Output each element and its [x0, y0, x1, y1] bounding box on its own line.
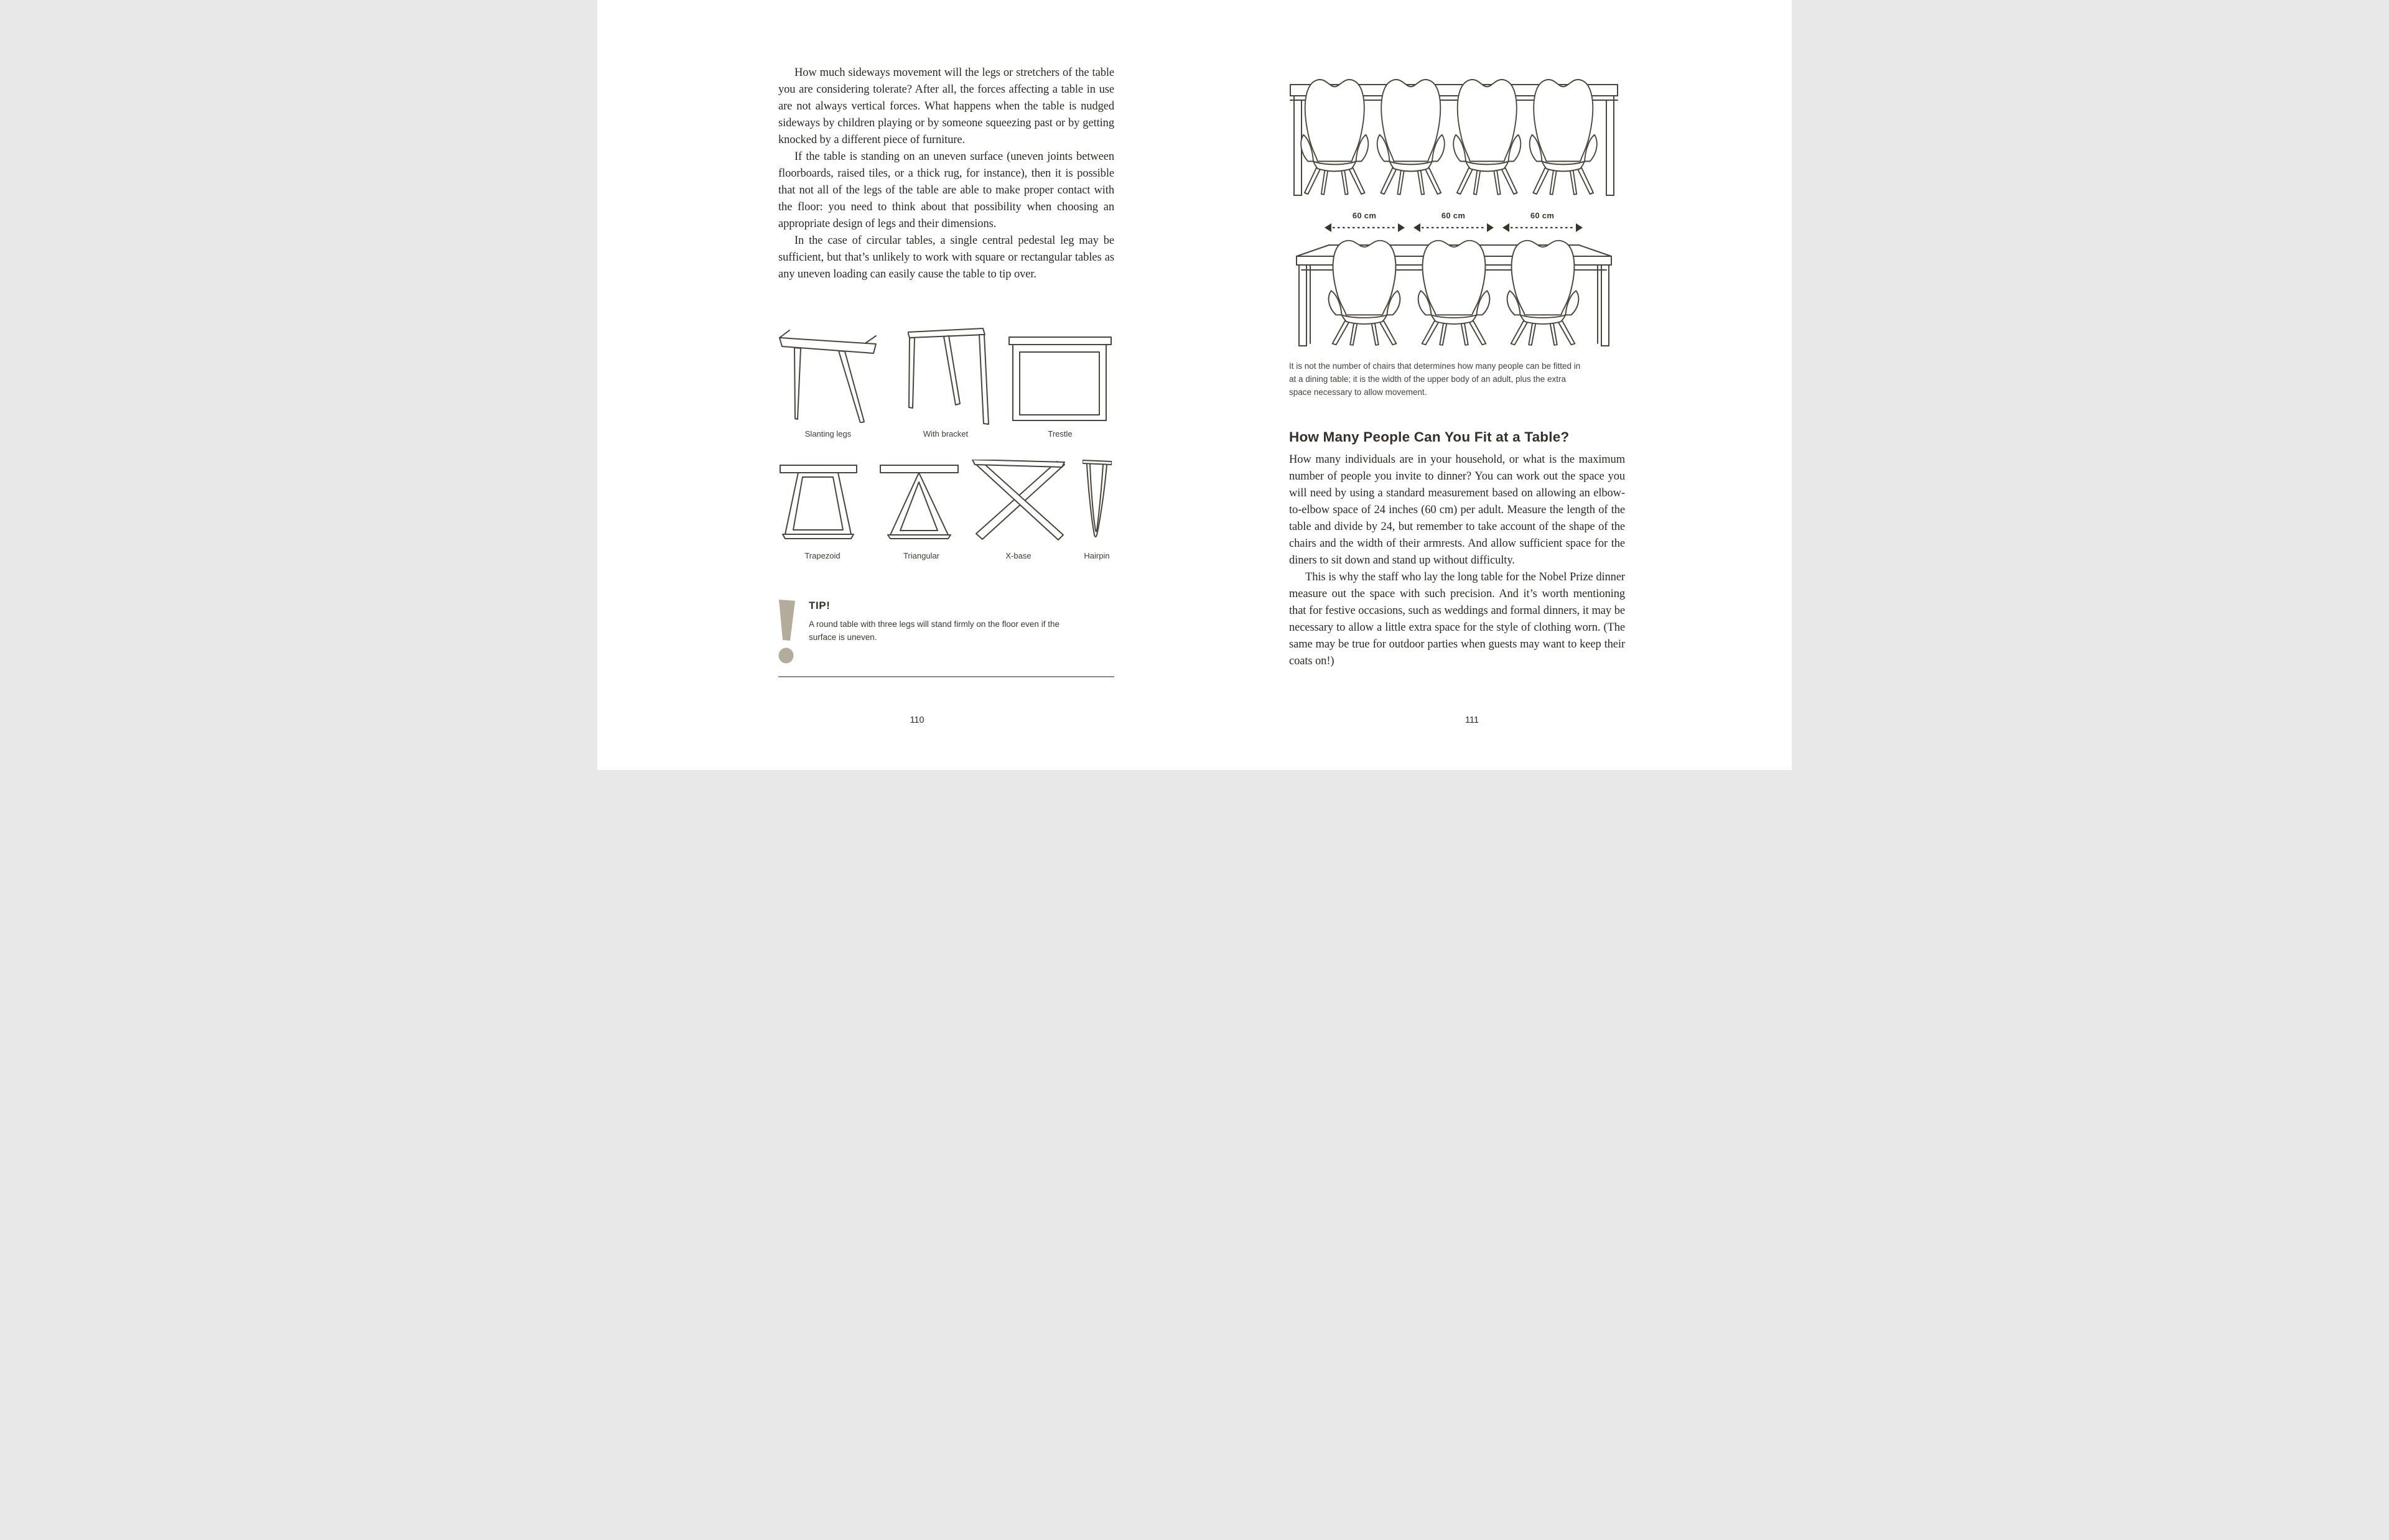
leg-type-label: Slanting legs: [804, 429, 852, 438]
tip-text: A round table with three legs will stand firmly on the floor even if the surface is uneven.: [809, 619, 1059, 642]
measurement-label: 60 cm: [1530, 211, 1555, 220]
body-paragraph: If the table is standing on an uneven surface (uneven joints between floorboards, raised tiles, or a thick rug, for instance), then it is possible that not all of the legs of the table are able to make proper contact with the floor: you need to think about that possibility when choosing an appropriate design of legs and their dimensions.: [778, 151, 1114, 230]
page-number-right: 111: [1465, 715, 1479, 725]
leg-type-label: Hairpin: [1084, 551, 1110, 560]
leg-type-label: Triangular: [903, 551, 940, 560]
dimension-arrows: [1325, 211, 1583, 232]
chair-line-drawing: [1453, 80, 1520, 195]
packed-chairs-figure: [1289, 71, 1619, 200]
chair-line-drawing: [1507, 241, 1579, 345]
right-text-column: [1289, 452, 1625, 670]
section-heading: How Many People Can You Fit at a Table?: [1289, 429, 1570, 445]
tip-title: TIP!: [809, 600, 831, 611]
body-paragraph: This is why the staff who lay the long table for the Nobel Prize dinner measure out the space with such precision. And it’s worth mentioning that for festive occasions, such as weddings and formal dinners, it may be necessary to allow a little extra space for the style of clothing worn. (The same may be true for outdoor parties when guests may want to keep their coats on!): [1289, 571, 1625, 667]
exclamation-icon: [778, 600, 795, 664]
chair-line-drawing: [1329, 241, 1400, 345]
triangular-diagram: [880, 465, 959, 540]
book-spread: [597, 0, 1792, 770]
figure-caption: It is not the number of chairs that determines how many people can be fitted in at a dining table; it is the width of the upper body of an adult, plus the extra space necessary to allow movement.: [1289, 361, 1581, 397]
hairpin-diagram: [1083, 460, 1112, 540]
trestle-diagram: [1008, 336, 1112, 421]
divider-rule: [778, 676, 1114, 677]
measurement-label: 60 cm: [1441, 211, 1466, 220]
leg-type-label: X-base: [1005, 551, 1032, 560]
left-text-column: [778, 65, 1114, 283]
chair-line-drawing: [1530, 80, 1597, 195]
slanting-legs-diagram: [778, 328, 878, 423]
trapezoid-diagram: [780, 465, 857, 540]
body-paragraph: How many individuals are in your household, or what is the maximum number of people you invite to dinner? You can work out the space you will need by using a standard measurement based on allowing an elbow-to-elbow space of 24 inches (60 cm) per adult. Measure the length of the table and divide by 24, but remember to take account of the shape of the chairs and the width of their armrests. And allow sufficient space for the diners to sit down and stand up without difficulty.: [1289, 453, 1625, 567]
chair-spacing-figure: [1289, 209, 1619, 350]
page-number-left: 110: [910, 715, 924, 725]
body-paragraph: In the case of circular tables, a single central pedestal leg may be sufficient, but that’s unlikely to work with square or rectangular tables as any uneven loading can easily cause the table to tip over.: [778, 234, 1114, 281]
chair-line-drawing: [1301, 80, 1368, 195]
chair-line-drawing: [1418, 241, 1490, 345]
chair-line-drawing: [1377, 80, 1445, 195]
measurement-label: 60 cm: [1352, 211, 1377, 220]
with-bracket-diagram: [908, 328, 991, 425]
leg-type-label: Trestle: [1048, 429, 1073, 438]
body-paragraph: How much sideways movement will the legs or stretchers of the table you are considering tolerate? After all, the forces affecting a table in use are not always vertical forces. What happens when the table is nudged sideways by children playing or by someone squeezing past or by getting knocked by a different piece of furniture.: [778, 67, 1114, 146]
leg-type-label: Trapezoid: [804, 551, 841, 560]
x-base-diagram: [971, 460, 1066, 540]
leg-type-label: With bracket: [923, 429, 969, 438]
